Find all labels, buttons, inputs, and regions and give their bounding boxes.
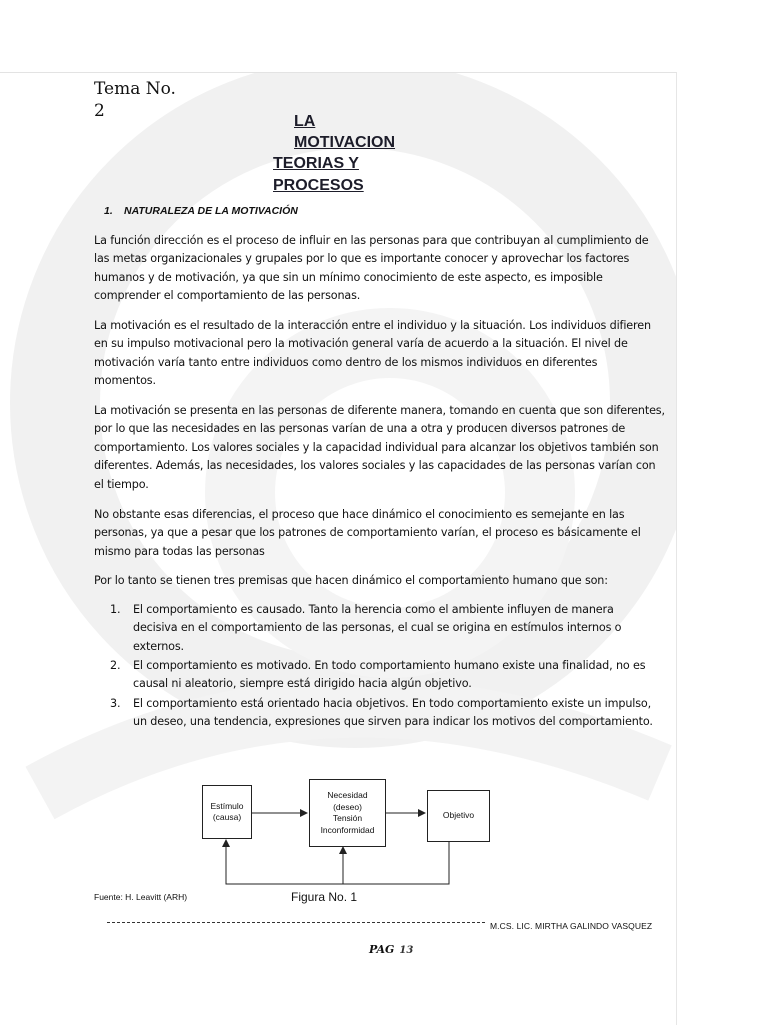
list-line: El comportamiento está orientado hacia objetivos. En todo comportamiento existe un impulso, [133, 697, 652, 710]
stimulus-box [202, 785, 252, 839]
list-line: decisiva en el comportamiento de las personas, el cual se origina en estímulos internos o [133, 621, 622, 635]
paragraph-line: comportamiento. Los valores sociales y la capacidad individual para alcanzar los objetivos también son [94, 440, 659, 454]
list-line: El comportamiento es motivado. En todo comportamiento humano existe una finalidad, no es [133, 659, 646, 672]
figure-caption: Figura No. 1 [291, 890, 358, 904]
footer-divider [107, 922, 485, 923]
list-line: un deseo, una tendencia, expresiones que sirven para indicar los motivos del comportamiento. [133, 715, 653, 729]
list-number-3: 3. [110, 697, 121, 710]
list-line: El comportamiento es causado. Tanto la herencia como el ambiente influyen de manera [133, 603, 614, 616]
page-number [369, 943, 413, 956]
section-number: 1. [104, 205, 113, 217]
goal-box [427, 790, 490, 842]
page-label: PAG [369, 943, 395, 956]
figure-source: Fuente: H. Leavitt (ARH) [94, 892, 188, 902]
list-line: externos. [133, 639, 184, 653]
box-text: Inconformidad [320, 824, 375, 835]
paragraph-line: mismo para todas las personas [94, 544, 265, 558]
paragraph-line: La función dirección es el proceso de influir en las personas para que contribuyan al cumplimiento de [94, 234, 649, 247]
topic-label: Tema No. [94, 79, 176, 99]
box-text: Objetivo [442, 810, 475, 821]
paragraph-line: Por lo tanto se tienen tres premisas que hacen dinámico el comportamiento humano que son: [94, 574, 608, 587]
topic-value: 2 [94, 101, 105, 121]
page-number-value: 13 [399, 945, 414, 956]
paragraph-line: personas, ya que a pesar que los patrones de comportamiento varían, el proceso es básicamente el [94, 526, 641, 540]
paragraph-line: momentos. [94, 374, 156, 388]
box-text: Necesidad [327, 790, 368, 800]
title-line-2: MOTIVACION [294, 134, 396, 151]
box-text: (causa) [212, 812, 242, 822]
box-text: Estímulo [210, 800, 244, 811]
paragraph-line: diferentes. Además, las necesidades, los valores sociales y las capacidades de las personas varían con [94, 459, 656, 473]
list-number-2: 2. [110, 659, 121, 672]
title-line-3: TEORIAS Y [273, 155, 359, 172]
paragraph-line: comprender el comportamiento de las personas. [94, 289, 361, 303]
paragraph-line: por lo que las necesidades en las personas varían de una a otra y producen diversos patrones de [94, 422, 626, 436]
need-box [309, 779, 386, 847]
list-line: causal ni aleatorio, siempre está dirigido hacia algún objetivo. [133, 677, 472, 691]
paragraph-line: las metas organizacionales y grupales por lo que es importante conocer y aprovechar los factores [94, 252, 630, 266]
paragraph-line: el tiempo. [94, 477, 149, 491]
title-line-1: LA [294, 113, 316, 130]
paragraph-line: La motivación se presenta en las personas de diferente manera, tomando en cuenta que son diferentes, [94, 404, 665, 417]
section-title: NATURALEZA DE LA MOTIVACIÓN [124, 205, 298, 217]
paragraph-line: La motivación es el resultado de la interacción entre el individuo y la situación. Los individuos difieren [94, 319, 651, 332]
footer-author: M.CS. LIC. MIRTHA GALINDO VASQUEZ [490, 921, 653, 931]
paragraph-line: en su impulso motivacional pero la motivación general varía de acuerdo a la situación. El nivel de [94, 337, 628, 351]
paragraph-line: motivación varía tanto entre individuos como dentro de los mismos individuos en diferentes [94, 355, 598, 369]
list-number-1: 1. [110, 603, 121, 616]
paragraph-line: No obstante esas diferencias, el proceso que hace dinámico el conocimiento es semejante en las [94, 508, 625, 521]
paragraph-line: humanos y de motivación, ya que sin un mínimo conocimiento de este aspecto, es imposible [94, 270, 603, 284]
title-line-4: PROCESOS [273, 177, 364, 194]
box-text: Tensión [332, 813, 363, 823]
box-text: (deseo) [333, 801, 362, 812]
